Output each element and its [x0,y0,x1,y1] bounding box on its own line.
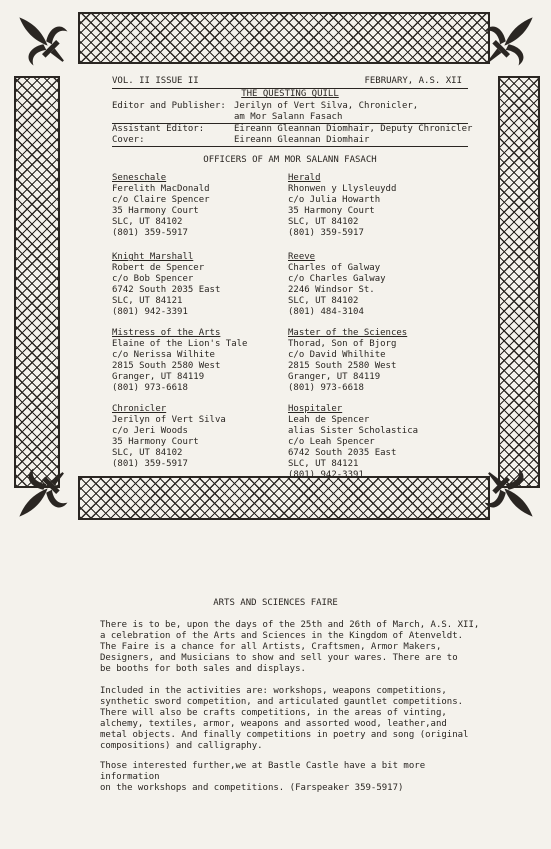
officers-heading: OFFICERS OF AM MOR SALANN FASACH [203,155,377,165]
officer-entry [288,328,407,394]
officer-line: 6742 South 2035 East [112,285,221,295]
officer-line: Granger, UT 84119 [112,372,205,382]
officer-line: SLC, UT 84102 [112,448,183,458]
fleur-de-lis-icon [6,458,78,530]
office-title: Knight Marshall [112,252,194,262]
officer-line: (801) 942-3391 [112,307,188,317]
office-title: Hospitaler [288,404,343,414]
officer-line: 35 Harmony Court [112,437,199,447]
officer-line: Thorad, Son of Bjorg [288,339,397,349]
masthead-value: Jerilyn of Vert Silva, Chronicler, [234,101,419,111]
office-title: Master of the Sciences [288,328,408,338]
officer-line: alias Sister Scholastica [288,426,419,436]
officer-line: SLC, UT 84121 [288,459,359,469]
fleur-de-lis-icon [6,4,78,76]
newsletter-title: THE QUESTING QUILL [241,89,339,99]
officer-entry [288,404,418,481]
office-title: Mistress of the Arts [112,328,221,338]
officer-line: Granger, UT 84119 [288,372,381,382]
officer-line: Robert de Spencer [112,263,205,273]
officer-line: Jerilyn of Vert Silva [112,415,226,425]
officer-line: c/o Nerissa Wilhite [112,350,215,360]
officer-line: SLC, UT 84102 [288,217,359,227]
officer-line: (801) 359-5917 [288,228,364,238]
officer-line: Charles of Galway [288,263,381,273]
masthead-row [112,135,468,147]
officer-line: c/o David Whilhite [288,350,386,360]
ornamental-border-top [78,12,490,64]
masthead-value: am Mor Salann Fasach [234,112,343,122]
article-title: ARTS AND SCIENCES FAIRE [213,598,338,608]
masthead-row [112,112,468,124]
masthead-row [112,101,468,112]
article-paragraph: Included in the activities are: workshops, weapons competitions, synthetic sword competition, and articulated gauntlet competitions. There will also be crafts competitions, in the areas of vinting, alchemy, textiles, armor, weapons and assorted wood, leather,and metal objects. And finally competitions in poetry and song (original compositions) and calligraphy. [100,686,469,751]
officer-entry [112,328,247,394]
officer-line: (801) 973-6618 [288,383,364,393]
officer-line: (801) 359-5917 [112,459,188,469]
ornamental-border-bottom [78,476,490,520]
office-title: Herald [288,173,321,183]
officer-entry [112,173,210,239]
ornamental-border-left [14,76,60,488]
officer-line: (801) 973-6618 [112,383,188,393]
office-title: Seneschale [112,173,167,183]
officer-line: 2815 South 2580 West [288,361,397,371]
issue-line [112,76,468,89]
officer-line: 6742 South 2035 East [288,448,397,458]
officer-line: (801) 942-3391 [288,470,364,480]
office-title: Chronicler [112,404,167,414]
officer-line: Ferelith MacDonald [112,184,210,194]
masthead-value: Eireann Gleannan Diomhair [234,135,370,145]
officer-line: 2815 South 2580 West [112,361,221,371]
officer-line: c/o Bob Spencer [112,274,194,284]
officer-line: 35 Harmony Court [112,206,199,216]
article-paragraph: There is to be, upon the days of the 25th and 26th of March, A.S. XII, a celebration of the Arts and Sciences in the Kingdom of Atenveldt. The Faire is a chance for all Artists, Craftsmen, Armor Makers, Designers, and Musicians to show and sell your wares. There are to be booths for both sales and displays. [100,620,480,674]
fleur-de-lis-icon [474,458,546,530]
officer-line: Rhonwen y Llysleuydd [288,184,397,194]
masthead-value: Eireann Gleannan Diomhair, Deputy Chronicler [234,124,473,134]
officer-entry [112,404,226,470]
officer-line: c/o Leah Spencer [288,437,375,447]
fleur-de-lis-icon [474,4,546,76]
officer-entry [288,252,386,318]
masthead-row [112,124,473,135]
masthead [112,76,473,147]
article-paragraph: Those interested further,we at Bastle Castle have a bit more information on the workshops and competitions. (Farspeaker 359-5917) [100,761,426,793]
ornamental-border-right [498,76,540,488]
masthead-label: Editor and Publisher: [112,101,226,111]
officer-line: c/o Jeri Woods [112,426,188,436]
office-title: Reeve [288,252,316,262]
officer-line: Leah de Spencer [288,415,370,425]
officer-line: c/o Julia Howarth [288,195,381,205]
issue-date: FEBRUARY, A.S. XII [364,76,462,86]
officer-entry [288,173,396,239]
officer-line: SLC, UT 84121 [112,296,183,306]
masthead-label: Cover: [112,135,145,145]
officer-line: Elaine of the Lion's Tale [112,339,248,349]
officer-line: (801) 359-5917 [112,228,188,238]
masthead-label: Assistant Editor: [112,124,205,134]
officer-line: c/o Charles Galway [288,274,386,284]
officer-line: SLC, UT 84102 [288,296,359,306]
officer-entry [112,252,220,318]
officer-line: (801) 484-3104 [288,307,364,317]
officer-line: 2246 Windsor St. [288,285,375,295]
officer-line: c/o Claire Spencer [112,195,210,205]
officer-line: 35 Harmony Court [288,206,375,216]
officer-line: SLC, UT 84102 [112,217,183,227]
volume-issue: VOL. II ISSUE II [112,76,199,86]
